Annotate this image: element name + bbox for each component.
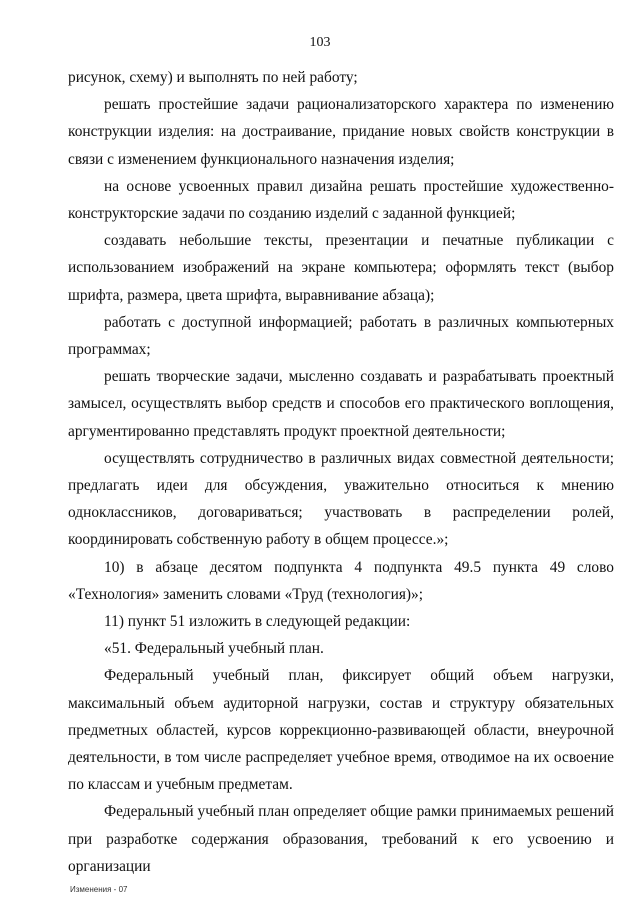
paragraph: создавать небольшие тексты, презентации и печатные публикации с использованием изображений на экране компьютера; оформлять текст (выбор шрифта, размера, цвета шрифта, выравнивание абзаца); — [68, 232, 614, 304]
paragraph: работать с доступной информацией; работать в различных компьютерных программах; — [68, 313, 614, 359]
paragraph: решать творческие задачи, мысленно создавать и разрабатывать проектный замысел, осуществлять выбор средств и способов его практического воплощения, аргументированно представлять продукт проектной деятельности; — [68, 368, 614, 440]
paragraph: 10) в абзаце десятом подпункта 4 подпункта 49.5 пункта 49 слово «Технология» заменить словами «Труд (технология)»; — [68, 558, 614, 603]
paragraph: на основе усвоенных правил дизайна решать простейшие художественно-конструкторские задачи по созданию изделий с заданной функцией; — [68, 177, 614, 223]
paragraph: рисунок, схему) и выполнять по ней работу; — [68, 69, 358, 86]
paragraph: 11) пункт 51 изложить в следующей редакции: — [104, 613, 411, 631]
paragraph: осуществлять сотрудничество в различных видах совместной деятельности; предлагать идеи для обсуждения, уважительно относиться к мнению одноклассников, договариваться; участвовать в распределении ролей, координировать собственную работу в общем процессе.»; — [68, 449, 614, 549]
paragraph: решать простейшие задачи рационализаторского характера по изменению конструкции изделия: на достраивание, придание новых свойств конструкции в связи с изменением функционального назначения изделия; — [68, 96, 614, 168]
footer-note: Изменения - 07 — [70, 885, 128, 894]
section-heading: «51. Федеральный учебный план. — [104, 640, 324, 658]
page-number: 103 — [309, 35, 331, 50]
paragraph: Федеральный учебный план определяет общие рамки принимаемых решений при разработке содержания образования, требований к его усвоению и организации — [68, 803, 614, 875]
document-body — [68, 64, 614, 880]
paragraph: Федеральный учебный план, фиксирует общий объем нагрузки, максимальный объем аудиторной нагрузки, состав и структуру обязательных предметных областей, курсов коррекционно-развивающей области, внеурочной деятельности, в том числе распределяет учебное время, отводимое на их освоение по классам и учебным предметам. — [68, 667, 614, 794]
